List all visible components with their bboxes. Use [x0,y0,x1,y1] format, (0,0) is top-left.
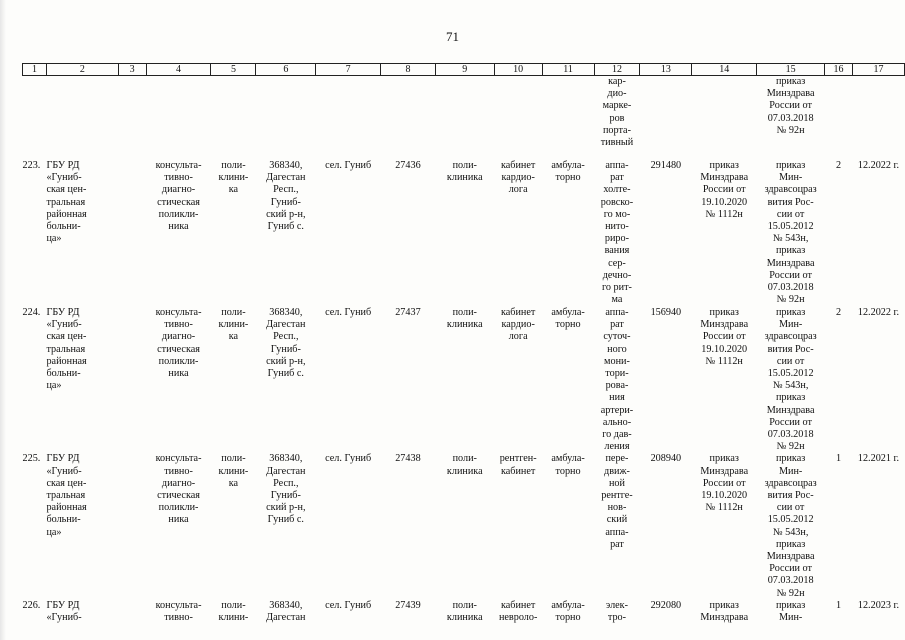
column-header-7: 7 [316,64,381,76]
unit-name: поли- клини- [218,599,249,624]
row-number: 225. [22,453,41,465]
unit-name: поли- клини- ка [218,307,249,343]
row-number: 226. [22,599,41,611]
locality: сел. Гуниб [325,160,372,171]
column-header-10: 10 [494,64,542,76]
quantity: 2 [835,307,842,318]
quantity: 1 [835,599,842,611]
equipment-name: пере- движ- ной рентге- нов- ский аппа- рат [601,453,633,550]
locality: сел. Гуниб [325,599,372,611]
column-header-15: 15 [757,64,825,76]
carry-over-row [23,76,905,161]
column-3-value [118,307,146,453]
row-number: 223. [22,160,41,171]
date: 12.2022 г. [857,160,900,171]
date: 12.2022 г. [857,307,900,318]
code: 27438 [395,453,421,465]
column-header-4: 4 [146,64,211,76]
locality: сел. Гуниб [325,307,372,318]
column-header-12: 12 [594,64,640,76]
institution-type: консульта- тивно- диагно- стическая поликли- ника [155,307,202,380]
service-mode: амбула- торно [551,307,585,331]
column-header-8: 8 [381,64,436,76]
address: 368340, Дагестан Респ., Гуниб- ский р-н, Гуниб с. [266,453,306,526]
room: кабинет невроло- [498,599,538,624]
row-number: 224. [22,307,41,318]
order-reference: приказ Минздрава России от 19.10.2020 № 1112н [700,307,749,367]
column-header-13: 13 [640,64,692,76]
department: поли- клиника [446,599,483,624]
table-row [23,453,905,599]
service-mode: амбула- торно [551,453,585,477]
carry-over-standard: приказ Минздрава России от 07.03.2018 № 92н [766,76,815,136]
quantity: 1 [835,453,842,465]
locality: сел. Гуниб [325,453,372,465]
room: рентген- кабинет [499,453,537,477]
institution-type: консульта- тивно- [155,599,202,624]
quantity: 2 [835,160,842,171]
order-reference: приказ Минздрава России от 19.10.2020 № 1112н [700,453,749,514]
equipment-table [22,63,905,640]
column-number-row [23,64,905,76]
carry-over-equipment: кар- дио- марке- ров порта- тивный [600,76,634,149]
price: 156940 [650,307,682,318]
standard-reference: приказ Мин- здравсоцраз вития Рос- сии от 15.05.2012 № 543н, приказ Минздрава России от 07.03.2018 № 92н [764,160,817,306]
column-3-value [118,160,146,307]
standard-reference: приказ Мин- здравсоцраз вития Рос- сии от 15.05.2012 № 543н, приказ Минздрава России от 07.03.2018 № 92н [764,307,817,453]
code: 27436 [395,160,421,171]
address: 368340, Дагестан Респ., Гуниб- ский р-н, Гуниб с. [266,307,306,380]
column-header-9: 9 [435,64,494,76]
room: кабинет кардио- лога [500,307,536,343]
room: кабинет кардио- лога [500,160,536,196]
table-body [23,76,905,640]
column-header-6: 6 [256,64,316,76]
column-header-2: 2 [46,64,118,76]
department: поли- клиника [446,453,483,477]
organization-name: ГБУ РД «Гуниб- ская цен- тральная районная больни- ца» [46,453,87,538]
institution-type: консульта- тивно- диагно- стическая поликли- ника [155,160,202,233]
standard-reference: приказ Мин- [775,599,806,624]
order-reference: приказ Минздрава России от 19.10.2020 № 1112н [700,160,749,220]
code: 27437 [395,307,421,318]
page-number: 71 [446,29,459,44]
address: 368340, Дагестан [266,599,306,624]
column-header-17: 17 [852,64,904,76]
column-header-5: 5 [211,64,256,76]
table-row [23,307,905,453]
unit-name: поли- клини- ка [218,160,249,196]
department: поли- клиника [446,307,483,331]
price: 292080 [650,599,682,611]
column-header-3: 3 [118,64,146,76]
column-header-11: 11 [542,64,594,76]
column-header-1: 1 [23,64,47,76]
order-reference: приказ Минздрава [700,599,749,624]
column-3-value [118,600,146,640]
price: 208940 [650,453,682,465]
code: 27439 [395,599,421,611]
table-row [23,600,905,640]
institution-type: консульта- тивно- диагно- стическая поликли- ника [155,453,202,526]
column-3-value [118,453,146,599]
date: 12.2023 г. [857,599,900,611]
equipment-name: элек- тро- [605,599,629,624]
equipment-name: аппа- рат холте- ровско- го мо- нито- риро- вания сер- дечно- го рит- ма [600,160,634,306]
unit-name: поли- клини- ка [218,453,249,489]
date: 12.2021 г. [857,453,900,465]
service-mode: амбула- торно [551,160,585,184]
organization-name: ГБУ РД «Гуниб- [46,599,82,624]
address: 368340, Дагестан Респ., Гуниб- ский р-н, Гуниб с. [266,160,306,233]
table-row [23,160,905,307]
price: 291480 [650,160,682,171]
service-mode: амбула- торно [551,599,585,624]
equipment-name: аппа- рат суточ- ного мони- тори- рова- ния артери- ально- го дав- ления [600,307,634,453]
standard-reference: приказ Мин- здравсоцраз вития Рос- сии от 15.05.2012 № 543н, приказ Минздрава России от 07.03.2018 № 92н [764,453,817,599]
column-header-16: 16 [825,64,853,76]
scan-edge-shadow [0,0,6,640]
organization-name: ГБУ РД «Гуниб- ская цен- тральная районная больни- ца» [46,160,87,245]
column-header-14: 14 [692,64,757,76]
organization-name: ГБУ РД «Гуниб- ская цен- тральная районная больни- ца» [46,307,87,392]
department: поли- клиника [446,160,483,184]
